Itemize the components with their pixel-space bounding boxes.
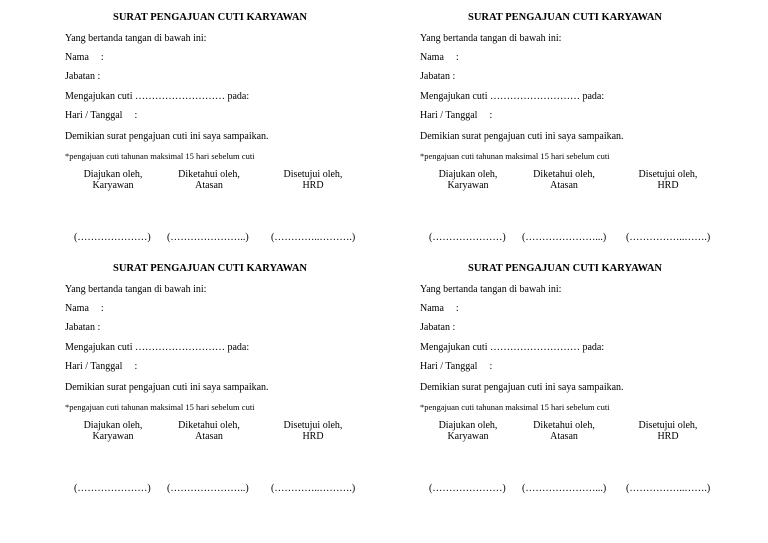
nama-colon: :: [100, 303, 104, 314]
nama-field: [65, 303, 104, 314]
leave-request-form-3: [65, 251, 395, 496]
signatory-party: Karyawan: [447, 180, 489, 191]
signatory-role: Disetujui oleh,: [638, 420, 698, 431]
hari-tanggal-label: Hari / Tanggal: [65, 110, 123, 121]
jabatan-label: Jabatan :: [65, 322, 101, 333]
signatory-role: Disetujui oleh,: [283, 169, 343, 180]
intro-text: Yang bertanda tangan di bawah ini:: [65, 33, 207, 44]
mengajukan-cuti-line: Mengajukan cuti ……………………… pada:: [65, 342, 250, 353]
hari-tanggal-field: [420, 361, 492, 372]
signatory-party: HRD: [302, 180, 324, 191]
form-title: SURAT PENGAJUAN CUTI KARYAWAN: [467, 12, 662, 23]
hari-tanggal-field: [65, 110, 137, 121]
leave-note: *pengajuan cuti tahunan maksimal 15 hari sebelum cuti: [420, 402, 610, 412]
signatory-party: Karyawan: [92, 180, 134, 191]
signatory-employee: [73, 169, 153, 191]
leave-note: *pengajuan cuti tahunan maksimal 15 hari sebelum cuti: [420, 151, 610, 161]
jabatan-label: Jabatan :: [65, 71, 101, 82]
signatory-hrd: [273, 169, 353, 191]
signature-blank-hrd: (…………..……….): [271, 483, 356, 494]
signatory-supervisor: [524, 169, 604, 191]
signature-blank-hrd: (……………..…….): [626, 483, 711, 494]
signatory-employee: [428, 169, 508, 191]
signature-blank-employee: (…………………): [74, 483, 151, 494]
signatory-role: Diketahui oleh,: [178, 169, 240, 180]
signatory-supervisor: [169, 420, 249, 442]
signatory-party: Atasan: [195, 431, 223, 442]
hari-tanggal-colon: :: [489, 110, 493, 121]
signature-blank-employee: (…………………): [429, 483, 506, 494]
signatory-role: Diketahui oleh,: [533, 420, 595, 431]
nama-colon: :: [100, 52, 104, 63]
closing-text: Demikian surat pengajuan cuti ini saya sampaikan.: [65, 131, 269, 142]
leave-request-form-2: [420, 0, 750, 245]
signatory-hrd: [273, 420, 353, 442]
nama-colon: :: [455, 303, 459, 314]
hari-tanggal-colon: :: [134, 361, 138, 372]
jabatan-label: Jabatan :: [420, 71, 456, 82]
signature-blank-supervisor: (…………………..): [167, 232, 249, 243]
signatory-party: Atasan: [550, 431, 578, 442]
nama-field: [420, 52, 459, 63]
signatory-role: Disetujui oleh,: [283, 420, 343, 431]
hari-tanggal-field: [420, 110, 492, 121]
signatory-party: Karyawan: [447, 431, 489, 442]
form-title: SURAT PENGAJUAN CUTI KARYAWAN: [467, 263, 662, 274]
signatory-employee: [73, 420, 153, 442]
mengajukan-cuti-line: Mengajukan cuti ……………………… pada:: [420, 342, 605, 353]
mengajukan-cuti-line: Mengajukan cuti ……………………… pada:: [420, 91, 605, 102]
intro-text: Yang bertanda tangan di bawah ini:: [420, 284, 562, 295]
signatory-supervisor: [169, 169, 249, 191]
closing-text: Demikian surat pengajuan cuti ini saya sampaikan.: [420, 382, 624, 393]
intro-text: Yang bertanda tangan di bawah ini:: [420, 33, 562, 44]
nama-label: Nama: [420, 52, 444, 63]
signatory-role: Diajukan oleh,: [438, 420, 498, 431]
nama-label: Nama: [420, 303, 444, 314]
nama-colon: :: [455, 52, 459, 63]
jabatan-label: Jabatan :: [420, 322, 456, 333]
intro-text: Yang bertanda tangan di bawah ini:: [65, 284, 207, 295]
nama-label: Nama: [65, 52, 89, 63]
hari-tanggal-label: Hari / Tanggal: [420, 110, 478, 121]
signature-blank-employee: (…………………): [74, 232, 151, 243]
signatory-role: Diajukan oleh,: [83, 420, 143, 431]
signatory-role: Disetujui oleh,: [638, 169, 698, 180]
hari-tanggal-colon: :: [134, 110, 138, 121]
hari-tanggal-label: Hari / Tanggal: [420, 361, 478, 372]
leave-note: *pengajuan cuti tahunan maksimal 15 hari sebelum cuti: [65, 402, 255, 412]
signatory-employee: [428, 420, 508, 442]
form-title: SURAT PENGAJUAN CUTI KARYAWAN: [112, 263, 307, 274]
signatory-supervisor: [524, 420, 604, 442]
leave-note: *pengajuan cuti tahunan maksimal 15 hari sebelum cuti: [65, 151, 255, 161]
signatory-party: Karyawan: [92, 431, 134, 442]
signatory-role: Diajukan oleh,: [83, 169, 143, 180]
signatory-party: Atasan: [195, 180, 223, 191]
hari-tanggal-field: [65, 361, 137, 372]
hari-tanggal-colon: :: [489, 361, 493, 372]
signature-blank-supervisor: (…………………..): [167, 483, 249, 494]
signatory-party: HRD: [302, 431, 324, 442]
nama-field: [65, 52, 104, 63]
signatory-hrd: [628, 420, 708, 442]
signatory-party: HRD: [657, 180, 679, 191]
mengajukan-cuti-line: Mengajukan cuti ……………………… pada:: [65, 91, 250, 102]
signatory-role: Diketahui oleh,: [533, 169, 595, 180]
signature-blank-supervisor: (…………………...): [522, 232, 607, 243]
signature-blank-hrd: (…………..……….): [271, 232, 356, 243]
signature-blank-employee: (…………………): [429, 232, 506, 243]
signatory-party: Atasan: [550, 180, 578, 191]
signatory-role: Diketahui oleh,: [178, 420, 240, 431]
closing-text: Demikian surat pengajuan cuti ini saya sampaikan.: [420, 131, 624, 142]
signatory-party: HRD: [657, 431, 679, 442]
leave-request-form-1: [65, 0, 395, 245]
signature-blank-supervisor: (…………………...): [522, 483, 607, 494]
hari-tanggal-label: Hari / Tanggal: [65, 361, 123, 372]
nama-field: [420, 303, 459, 314]
signature-blank-hrd: (……………..…….): [626, 232, 711, 243]
closing-text: Demikian surat pengajuan cuti ini saya sampaikan.: [65, 382, 269, 393]
signatory-role: Diajukan oleh,: [438, 169, 498, 180]
signatory-hrd: [628, 169, 708, 191]
form-title: SURAT PENGAJUAN CUTI KARYAWAN: [112, 12, 307, 23]
nama-label: Nama: [65, 303, 89, 314]
leave-request-form-4: [420, 251, 750, 496]
